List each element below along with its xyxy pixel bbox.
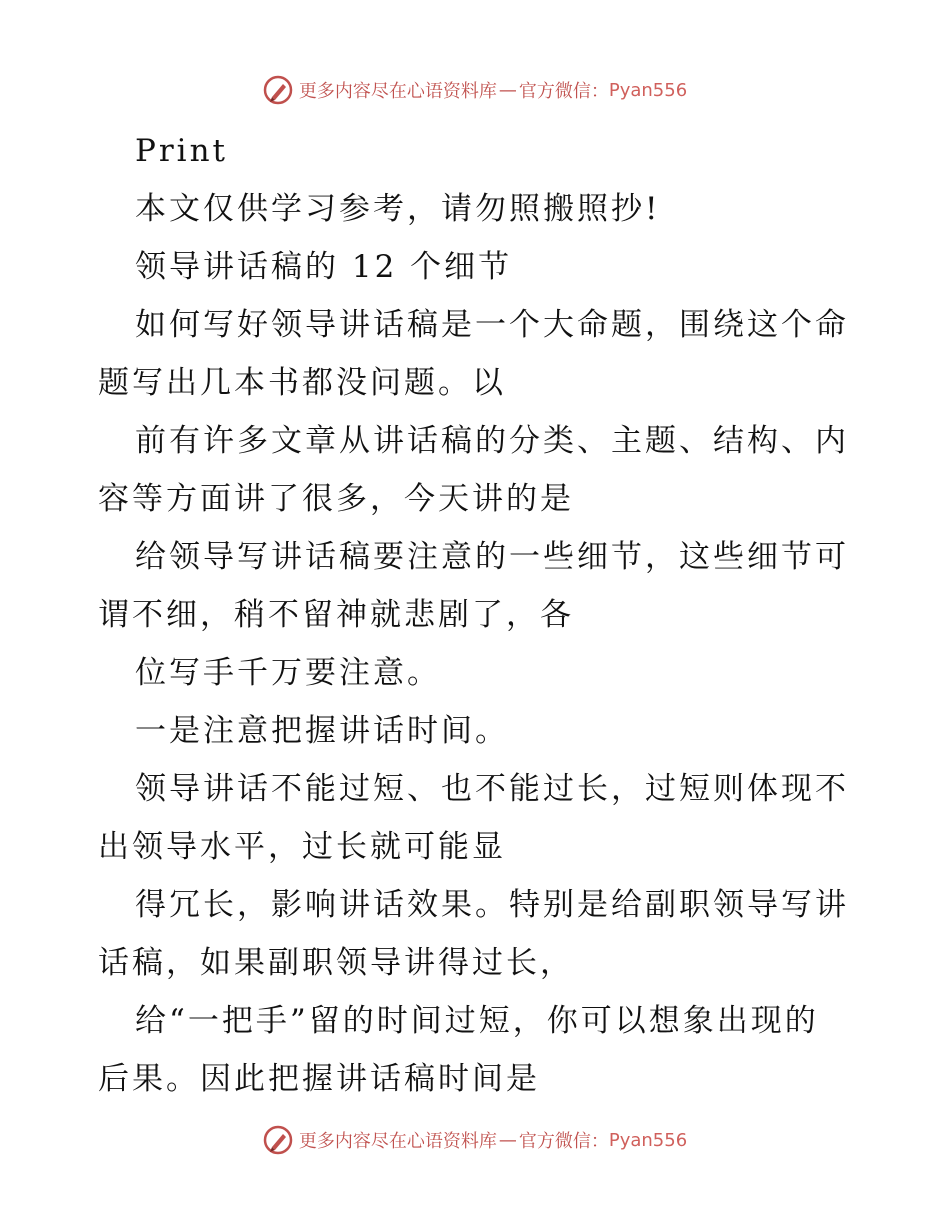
paragraph-line: 题写出几本书都没问题。以 [98, 365, 506, 401]
watermark-wechat-id: Pyan556 [608, 79, 688, 101]
watermark-text: 更多内容尽在心语资料库 [298, 1131, 497, 1152]
paragraph-line: 位写手千万要注意。 [135, 655, 441, 691]
watermark-wechat-label: 官方微信： [518, 1131, 609, 1152]
footer-watermark [0, 1120, 950, 1160]
watermark-separator: — [498, 1129, 517, 1151]
paragraph-line: 领导讲话不能过短、也不能过长，过短则体现不 [135, 771, 849, 807]
paragraph-line: 本文仅供学习参考，请勿照搬照抄! [135, 191, 661, 227]
watermark-wechat-label: 官方微信： [518, 81, 609, 102]
paragraph-line: 给“一把手”留的时间过短，你可以想象出现的 [135, 1003, 819, 1039]
paragraph [98, 122, 858, 180]
paragraph [98, 528, 858, 644]
paragraph-line: 容等方面讲了很多，今天讲的是 [98, 481, 574, 517]
document-body [98, 122, 858, 1108]
paragraph [98, 238, 858, 296]
paragraph-line: 话稿，如果副职领导讲得过长， [98, 945, 574, 981]
paragraph [98, 296, 858, 412]
paragraph-line: 给领导写讲话稿要注意的一些细节，这些细节可 [135, 539, 849, 575]
paragraph-line: 得冗长，影响讲话效果。特别是给副职领导写讲 [135, 887, 849, 923]
pen-logo-icon [263, 75, 293, 105]
paragraph-line: 前有许多文章从讲话稿的分类、主题、结构、内 [135, 423, 849, 459]
watermark-text: 更多内容尽在心语资料库 [298, 81, 497, 102]
paragraph-line: 后果。因此把握讲话稿时间是 [98, 1061, 540, 1097]
paragraph-line: 一是注意把握讲话时间。 [135, 713, 509, 749]
paragraph-line: 如何写好领导讲话稿是一个大命题，围绕这个命 [135, 307, 849, 343]
paragraph [98, 876, 858, 992]
paragraph [98, 180, 858, 238]
header-watermark [0, 70, 950, 110]
watermark-separator: — [498, 79, 517, 101]
paragraph [98, 992, 858, 1108]
watermark-wechat-id: Pyan556 [608, 1129, 688, 1151]
paragraph [98, 702, 858, 760]
paragraph-line: Print [135, 133, 229, 169]
paragraph [98, 760, 858, 876]
paragraph-line: 领导讲话稿的 12 个细节 [135, 249, 513, 285]
paragraph-line: 谓不细，稍不留神就悲剧了，各 [98, 597, 574, 633]
pen-logo-icon [263, 1125, 293, 1155]
paragraph [98, 412, 858, 528]
paragraph-line: 出领导水平，过长就可能显 [98, 829, 506, 865]
paragraph [98, 644, 858, 702]
